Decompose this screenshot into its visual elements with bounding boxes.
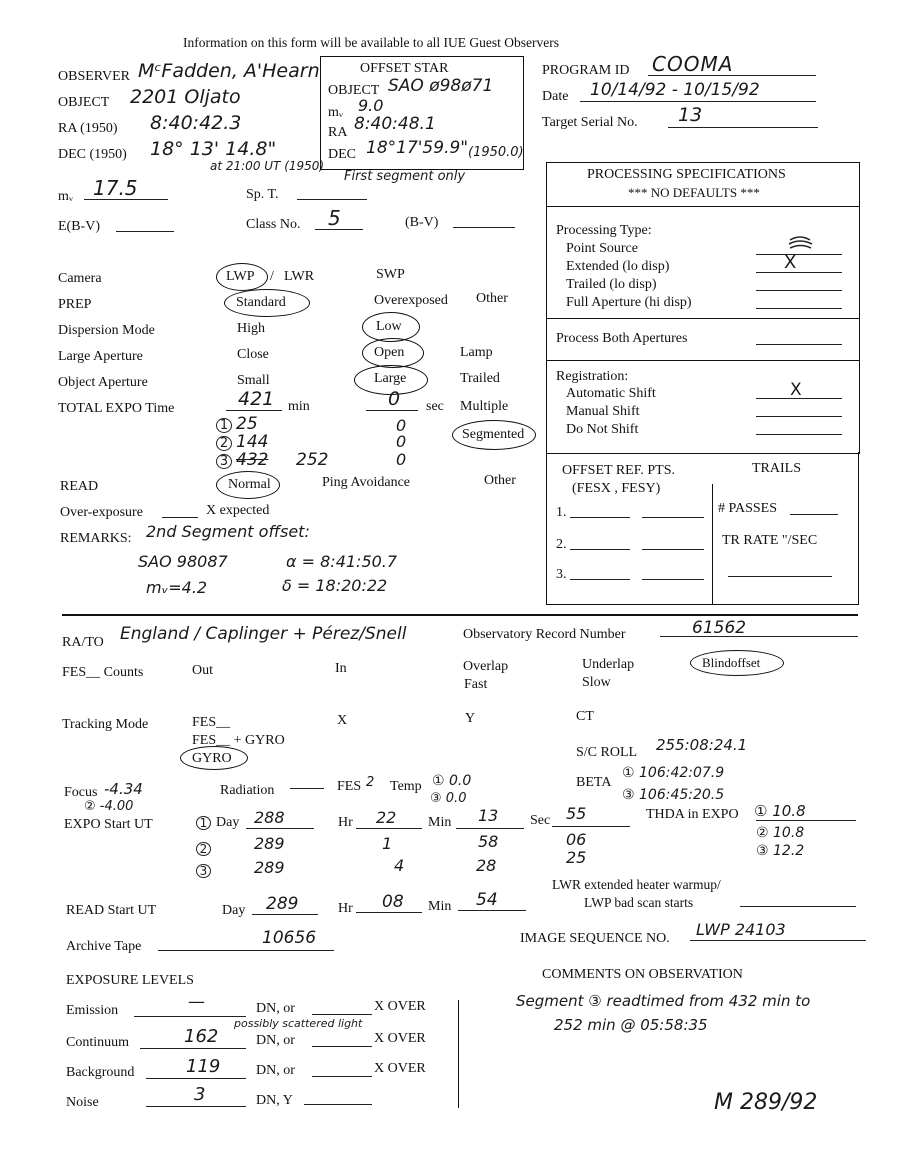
fes-counts-label: FES__ Counts xyxy=(62,665,144,680)
tracking-label: Tracking Mode xyxy=(62,717,149,732)
comments-line1[interactable]: Segment ③ readtimed from 432 min to xyxy=(516,992,811,1010)
processing-title: PROCESSING SPECIFICATIONS xyxy=(587,167,786,182)
signature: M 289/92 xyxy=(714,1090,818,1115)
fes-temp-label: Temp xyxy=(390,779,422,794)
program-value[interactable]: COOMA xyxy=(652,52,734,76)
read-normal[interactable]: Normal xyxy=(228,477,271,492)
type-full-aperture[interactable]: Full Aperture (hi disp) xyxy=(566,295,692,310)
emission-value[interactable]: — xyxy=(188,992,205,1012)
dispersion-high[interactable]: High xyxy=(237,321,265,336)
expo-row-1-number: 1 xyxy=(196,816,211,830)
offset-ra-value[interactable]: 8:40:48.1 xyxy=(354,114,436,134)
expo-row-3-sec[interactable]: 25 xyxy=(566,848,587,867)
prep-standard[interactable]: Standard xyxy=(236,295,286,310)
thda-value-2[interactable]: ② 10.8 xyxy=(756,825,805,841)
expo-row-2-sec[interactable]: 06 xyxy=(566,830,587,849)
rato-label: RA/TO xyxy=(62,635,104,650)
continuum-note: possibly scattered light xyxy=(234,1017,363,1030)
expo-row-2-day[interactable]: 289 xyxy=(254,834,285,853)
offset-ref-row-1: 1. xyxy=(556,505,567,520)
expo-time-min-unit: min xyxy=(288,399,310,414)
mv-label: mᵥ xyxy=(58,189,74,204)
emission-end: X OVER xyxy=(374,999,426,1014)
focus-value-1[interactable]: -4.34 xyxy=(104,780,143,798)
segment-2-min[interactable]: 144 xyxy=(236,432,269,452)
continuum-mid: DN, or xyxy=(256,1033,295,1048)
object-aperture-small[interactable]: Small xyxy=(237,373,270,388)
offset-epoch: (1950.0) xyxy=(468,145,524,160)
read-start-hr-label: Hr xyxy=(338,901,353,916)
offset-ref-row-3: 3. xyxy=(556,567,567,582)
read-ping[interactable]: Ping Avoidance xyxy=(322,475,411,490)
beta-label: BETA xyxy=(576,775,612,790)
object-label: OBJECT xyxy=(58,95,110,110)
date-value[interactable]: 10/14/92 - 10/15/92 xyxy=(590,80,760,100)
ra-label: RA (1950) xyxy=(58,121,118,136)
large-aperture-close[interactable]: Close xyxy=(237,347,269,362)
camera-lwr[interactable]: LWR xyxy=(284,269,315,284)
offset-mv-label: mᵥ xyxy=(328,105,344,120)
expo-start-label: EXPO Start UT xyxy=(64,817,153,832)
beta-value-2[interactable]: ③ 106:45:20.5 xyxy=(622,787,725,803)
observer-label: OBSERVER xyxy=(58,69,131,84)
overexposure-label: Over-exposure xyxy=(60,505,143,520)
dec-value[interactable]: 18° 13' 14.8" xyxy=(150,138,277,160)
type-point-source[interactable]: Point Source xyxy=(566,241,638,256)
continuum-value[interactable]: 162 xyxy=(184,1026,219,1047)
segment-1-min[interactable]: 25 xyxy=(236,414,258,434)
dispersion-label: Dispersion Mode xyxy=(58,323,155,338)
segment-3-sec[interactable]: 0 xyxy=(396,450,407,469)
expo-start-min-label: Min xyxy=(428,815,452,830)
beta-value-1[interactable]: ① 106:42:07.9 xyxy=(622,765,725,781)
read-other[interactable]: Other xyxy=(484,473,516,488)
processing-subtitle: *** NO DEFAULTS *** xyxy=(628,185,760,200)
tracking-x[interactable]: X xyxy=(337,713,348,728)
read-selected-circle xyxy=(216,471,280,499)
fes-in[interactable]: In xyxy=(335,661,347,676)
reg-none[interactable]: Do Not Shift xyxy=(566,422,639,437)
fes-underlap[interactable]: Underlap xyxy=(582,657,635,672)
tracking-fes[interactable]: FES__ xyxy=(192,715,231,730)
tracking-ct[interactable]: CT xyxy=(576,709,594,724)
lwr-heater-line2: LWP bad scan starts xyxy=(584,895,694,910)
fes-temp-label-prefix: FES xyxy=(337,779,362,794)
automatic-mark[interactable]: X xyxy=(790,380,802,400)
obs-record-value[interactable]: 61562 xyxy=(692,618,747,638)
expo-row-3-number: 3 xyxy=(196,864,211,878)
emission-label: Emission xyxy=(66,1003,119,1018)
expo-start-day-label: Day xyxy=(216,815,240,830)
archive-label: Archive Tape xyxy=(66,939,142,954)
background-mid: DN, or xyxy=(256,1063,295,1078)
dec-label: DEC (1950) xyxy=(58,147,127,162)
radiation-label: Radiation xyxy=(220,783,275,798)
read-start-hr[interactable]: 08 xyxy=(382,892,404,912)
thda-label: THDA in EXPO xyxy=(646,807,739,822)
read-start-min-label: Min xyxy=(428,899,452,914)
remarks-line2-alpha[interactable]: α = 8:41:50.7 xyxy=(286,552,398,571)
expo-time-sec-unit: sec xyxy=(426,399,444,414)
segment-3-number: 3 xyxy=(216,454,232,469)
expo-row-3-day[interactable]: 289 xyxy=(254,858,285,877)
continuum-end: X OVER xyxy=(374,1031,426,1046)
remarks-line1[interactable]: 2nd Segment offset: xyxy=(146,522,310,541)
offset-mv-value[interactable]: 9.0 xyxy=(358,96,384,115)
camera-lwp[interactable]: LWP xyxy=(226,269,255,284)
target-serial-label: Target Serial No. xyxy=(542,115,638,130)
read-start-day-label: Day xyxy=(222,903,246,918)
tracking-fes-gyro[interactable]: FES__ + GYRO xyxy=(192,733,285,748)
continuum-label: Continuum xyxy=(66,1035,130,1050)
read-start-day[interactable]: 289 xyxy=(266,894,299,914)
remarks-line3-delta[interactable]: δ = 18:20:22 xyxy=(282,576,388,595)
offset-object-value[interactable]: SAO ø98ø71 xyxy=(388,76,494,96)
offset-ref-row-2: 2. xyxy=(556,537,567,552)
tracking-gyro[interactable]: GYRO xyxy=(192,751,232,766)
thda-value-3[interactable]: ③ 12.2 xyxy=(756,843,805,859)
fes-slow[interactable]: Slow xyxy=(582,675,611,690)
background-value[interactable]: 119 xyxy=(186,1056,221,1077)
expo-row-2-number: 2 xyxy=(196,842,211,856)
remarks-line2-object[interactable]: SAO 98087 xyxy=(138,552,228,571)
large-aperture-open[interactable]: Open xyxy=(374,345,405,360)
expo-row-1-day[interactable]: 288 xyxy=(254,808,285,827)
class-no-label: Class No. xyxy=(246,217,301,232)
fes-blindoffset[interactable]: Blindoffset xyxy=(702,655,761,670)
large-aperture-selected-circle xyxy=(362,338,424,368)
read-label: READ xyxy=(60,479,99,494)
segment-2-number: 2 xyxy=(216,436,232,451)
prep-selected-circle xyxy=(224,289,310,317)
camera-selected-circle xyxy=(216,263,268,291)
focus-value-2[interactable]: ② -4.00 xyxy=(84,799,134,814)
archive-value[interactable]: 10656 xyxy=(262,928,317,948)
date-label: Date xyxy=(542,89,569,104)
blindoffset-circle xyxy=(690,650,784,676)
offset-note: First segment only xyxy=(344,169,466,184)
expo-row-2-min[interactable]: 58 xyxy=(478,832,499,851)
fes-temp-value-2[interactable]: ③ 0.0 xyxy=(430,791,467,806)
extended-mark[interactable]: X xyxy=(784,252,797,273)
thda-value-1[interactable]: ① 10.8 xyxy=(754,802,806,820)
expo-time-sec-value[interactable]: 0 xyxy=(388,388,401,410)
offset-dec-value[interactable]: 18°17'59.9" xyxy=(366,138,469,158)
rato-value[interactable]: England / Caplinger + Pérez/Snell xyxy=(120,624,407,644)
offset-ref-title: OFFSET REF. PTS. xyxy=(562,463,675,478)
read-start-label: READ Start UT xyxy=(66,903,157,918)
prep-overexposed[interactable]: Overexposed xyxy=(374,293,448,308)
gyro-circle xyxy=(180,746,248,770)
image-seq-label: IMAGE SEQUENCE NO. xyxy=(520,931,670,946)
program-label: PROGRAM ID xyxy=(542,63,630,78)
expo-time-min-value[interactable]: 421 xyxy=(238,388,275,410)
target-serial-value[interactable]: 13 xyxy=(678,104,703,126)
expo-time-label: TOTAL EXPO Time xyxy=(58,401,175,416)
sc-roll-label: S/C ROLL xyxy=(576,745,638,760)
reg-manual[interactable]: Manual Shift xyxy=(566,404,640,419)
offset-dec-label: DEC xyxy=(328,147,356,162)
remarks-line3-mv[interactable]: mᵥ=4.2 xyxy=(146,578,208,597)
object-aperture-large[interactable]: Large xyxy=(374,371,407,386)
expo-row-1-hr[interactable]: 22 xyxy=(376,808,397,827)
form-notice: Information on this form will be available to all IUE Guest Observers xyxy=(183,35,560,50)
segment-2-sec[interactable]: 0 xyxy=(396,432,407,451)
prep-label: PREP xyxy=(58,297,92,312)
segment-1-sec[interactable]: 0 xyxy=(396,416,407,435)
offset-star-title: OFFSET STAR xyxy=(360,61,449,76)
observer-value[interactable]: MᶜFadden, A'Hearn xyxy=(138,60,320,82)
fes-overlap[interactable]: Overlap xyxy=(463,659,509,674)
fes-out[interactable]: Out xyxy=(192,663,213,678)
object-aperture-label: Object Aperture xyxy=(58,375,148,390)
expo-segmented[interactable]: Segmented xyxy=(462,427,525,442)
offset-ref-subtitle: (FESX , FESY) xyxy=(572,481,661,496)
class-no-value[interactable]: 5 xyxy=(328,206,341,230)
point-source-scribble xyxy=(786,234,816,252)
sc-roll-value[interactable]: 255:08:24.1 xyxy=(656,736,748,754)
segment-1-number: 1 xyxy=(216,418,232,433)
expo-row-3-hr[interactable]: 4 xyxy=(394,856,405,875)
obs-record-label: Observatory Record Number xyxy=(463,627,626,642)
expo-row-1-sec[interactable]: 55 xyxy=(566,804,587,823)
offset-ra-label: RA xyxy=(328,125,348,140)
registration-label: Registration: xyxy=(556,369,629,384)
type-extended[interactable]: Extended (lo disp) xyxy=(566,259,670,274)
expo-multiple[interactable]: Multiple xyxy=(460,399,509,414)
tracking-y[interactable]: Y xyxy=(465,711,476,726)
image-seq-value[interactable]: LWP 24103 xyxy=(696,920,786,939)
lwr-heater-line1: LWR extended heater warmup/ xyxy=(552,877,721,892)
background-end: X OVER xyxy=(374,1061,426,1076)
spt-label: Sp. T. xyxy=(246,187,279,202)
bv-label: (B-V) xyxy=(405,215,439,230)
offset-object-label: OBJECT xyxy=(328,83,380,98)
noise-value[interactable]: 3 xyxy=(194,1084,206,1105)
expo-selected-circle xyxy=(452,420,536,450)
comments-title: COMMENTS ON OBSERVATION xyxy=(542,967,743,982)
noise-label: Noise xyxy=(66,1095,99,1110)
ebv-label: E(B-V) xyxy=(58,219,100,234)
expo-row-1-min[interactable]: 13 xyxy=(478,806,499,825)
fes-temp-value-1[interactable]: ① 0.0 xyxy=(432,773,472,789)
trails-passes: # PASSES xyxy=(718,501,778,516)
ra-value[interactable]: 8:40:42.3 xyxy=(150,112,242,134)
reg-automatic[interactable]: Automatic Shift xyxy=(566,386,656,401)
trails-title: TRAILS xyxy=(752,461,801,476)
trails-rate: TR RATE "/SEC xyxy=(722,533,818,548)
expo-start-sec-label: Sec xyxy=(530,813,551,828)
dec-note: at 21:00 UT (1950) xyxy=(210,159,325,173)
process-both[interactable]: Process Both Apertures xyxy=(556,331,688,346)
large-aperture-label: Large Aperture xyxy=(58,349,143,364)
exposure-title: EXPOSURE LEVELS xyxy=(66,973,194,988)
read-start-min[interactable]: 54 xyxy=(476,890,498,910)
focus-label: Focus xyxy=(64,785,98,800)
emission-mid: DN, or xyxy=(256,1001,295,1016)
remarks-label: REMARKS: xyxy=(60,531,132,546)
camera-label: Camera xyxy=(58,271,102,286)
fes-temp-fes-number[interactable]: 2 xyxy=(366,775,375,790)
expo-row-3-min[interactable]: 28 xyxy=(476,856,497,875)
background-label: Background xyxy=(66,1065,135,1080)
comments-line2[interactable]: 252 min @ 05:58:35 xyxy=(554,1016,708,1034)
object-aperture-trailed[interactable]: Trailed xyxy=(460,371,500,386)
noise-mid: DN, Y xyxy=(256,1093,293,1108)
expo-row-2-hr[interactable]: 1 xyxy=(382,834,393,853)
large-aperture-lamp[interactable]: Lamp xyxy=(460,345,493,360)
type-trailed[interactable]: Trailed (lo disp) xyxy=(566,277,657,292)
segment-3-min-struck: 432 xyxy=(236,450,269,470)
fes-fast[interactable]: Fast xyxy=(464,677,488,692)
mv-value[interactable]: 17.5 xyxy=(93,176,138,200)
processing-type-label: Processing Type: xyxy=(556,223,652,238)
prep-other[interactable]: Other xyxy=(476,291,508,306)
camera-swp[interactable]: SWP xyxy=(376,267,405,282)
dispersion-low[interactable]: Low xyxy=(376,319,402,334)
object-value[interactable]: 2201 Oljato xyxy=(130,86,241,108)
segment-3-min[interactable]: 252 xyxy=(296,450,329,470)
overexposure-suffix: X expected xyxy=(206,503,270,518)
expo-start-hr-label: Hr xyxy=(338,815,353,830)
